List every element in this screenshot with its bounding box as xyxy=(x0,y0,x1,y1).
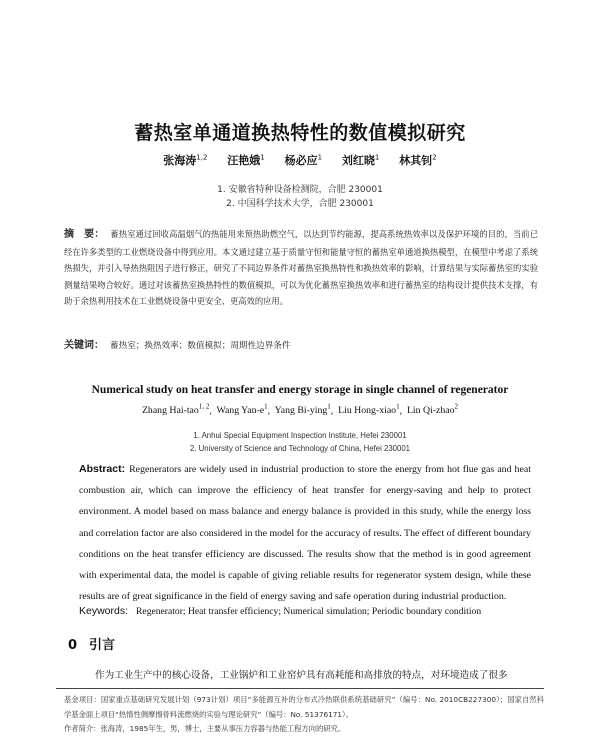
author: 杨必应$^1$ xyxy=(284,153,323,167)
footnote-author-bio: 作者简介：张海涛，1985年生，男，博士，主要从事压力容器与热能工程方向的研究。 xyxy=(64,724,346,733)
chinese-affiliation-2: 2. 中国科学技术大学，合肥 230001 xyxy=(226,199,374,209)
chinese-abstract-text: 蓄热室通过回收高温烟气的热能用来预热助燃空气，以达到节约能源，提高系统热效率以及保护环境的目的，当前已经在许多类型的工业燃烧设备中得到应用。本文通过建立基于质量守恒和能量守恒的蓄热室单通道换热模型，在模型中考虑了系统热损失，并引入导热热阻因子进行修正，研究了不同边界条件对蓄热室换热特性和换热效率的影响，计算结果与实际蓄热室的实验测量结果吻合较好。通过对该蓄热室换热特性的数值模拟，可以为优化蓄热室换热效率和进行蓄热室的结构设计提供技术支撑，有助于余热利用技术在工业燃烧设备中更安全、更高效的应用。 xyxy=(64,229,538,307)
author: Lin Qi-zhao$^2$ xyxy=(406,403,459,417)
footnotes xyxy=(64,693,544,737)
chinese-keywords xyxy=(64,336,290,351)
english-keywords-label: Keywords: xyxy=(79,605,129,617)
intro-paragraph: 作为工业生产中的核心设备，工业锅炉和工业窑炉具有高耗能和高排放的特点，对环境造成了很多 xyxy=(95,670,508,681)
author: Liu Hong-xiao$^1$ xyxy=(338,403,400,417)
english-abstract-label: Abstract: xyxy=(79,463,126,475)
footnote-funding: 基金项目：国家重点基础研究发展计划（973计划）项目“多能源互补的分布式冷热联供系统基础研究”（编号：No. 2010CB227300）；国家自然科学基金面上项目“热惰性侧摩擦骨料流燃烧的实验与理论研究”（编号：No. 51376171）。 xyxy=(64,695,544,719)
chinese-authors xyxy=(0,152,600,168)
author: Zhang Hai-tao$^{1, 2}$ xyxy=(141,403,210,417)
chinese-keywords-label: 关键词： xyxy=(64,340,104,351)
english-keywords xyxy=(79,605,481,617)
english-keywords-text: Regenerator; Heat transfer efficiency; Numerical simulation; Periodic boundary condition xyxy=(136,606,482,617)
section-number: 0 xyxy=(68,638,78,653)
english-affiliation-1: 1. Anhui Special Equipment Inspection Institute, Hefei 230001 xyxy=(193,431,407,440)
english-abstract-text: Regenerators are widely used in industrial production to store the energy from hot flue gas and heat combustion air, which can improve the efficiency of heat transfer for energy-saving and help to protect environment. A model based on mass balance and energy balance is provided in this study, while the energy loss and correlation factor are also considered in the model for the accuracy of results. The effect of different boundary conditions on the heat transfer efficiency are discussed. The results show that the method is in good agreement with experimental data, the model is capable of giving reliable results for regenerator system design, while these results are of great significance in the field of energy saving and safe operation during industrial production. xyxy=(79,464,531,603)
chinese-affiliation-1: 1. 安徽省特种设备检测院，合肥 230001 xyxy=(217,185,383,195)
author: 刘红晓$^1$ xyxy=(341,153,380,167)
section-heading xyxy=(68,634,127,653)
chinese-keywords-text: 蓄热室；换热效率；数值模拟；周期性边界条件 xyxy=(110,341,291,351)
english-abstract xyxy=(79,459,531,607)
chinese-title: 蓄热室单通道换热特性的数值模拟研究 xyxy=(134,122,466,144)
author: 汪艳娥$^1$ xyxy=(227,153,265,167)
footnote-divider xyxy=(56,688,544,689)
english-authors: Zhang Hai-tao$^{1, 2}$, Wang Yan-$e^1$, Yang Bi-ying$^1$, Liu Hong-xiao$^1$, Lin Qi-zhao$^2$ xyxy=(141,403,459,417)
author: Wang Yan-$e^1$ xyxy=(216,403,268,417)
english-affiliation-2: 2. University of Science and Technology of China, Hefei 230001 xyxy=(189,444,411,453)
author: Yang Bi-ying$^1$ xyxy=(274,403,331,417)
author: 林其钊$^2$ xyxy=(399,153,437,167)
chinese-abstract xyxy=(64,226,538,310)
section-title: 引言 xyxy=(89,638,116,653)
author: 张海涛$^{1,2}$ xyxy=(163,153,208,167)
chinese-abstract-label: 摘 要： xyxy=(64,229,105,240)
english-title: Numerical study on heat transfer and energy storage in single channel of regenerator xyxy=(91,384,509,396)
